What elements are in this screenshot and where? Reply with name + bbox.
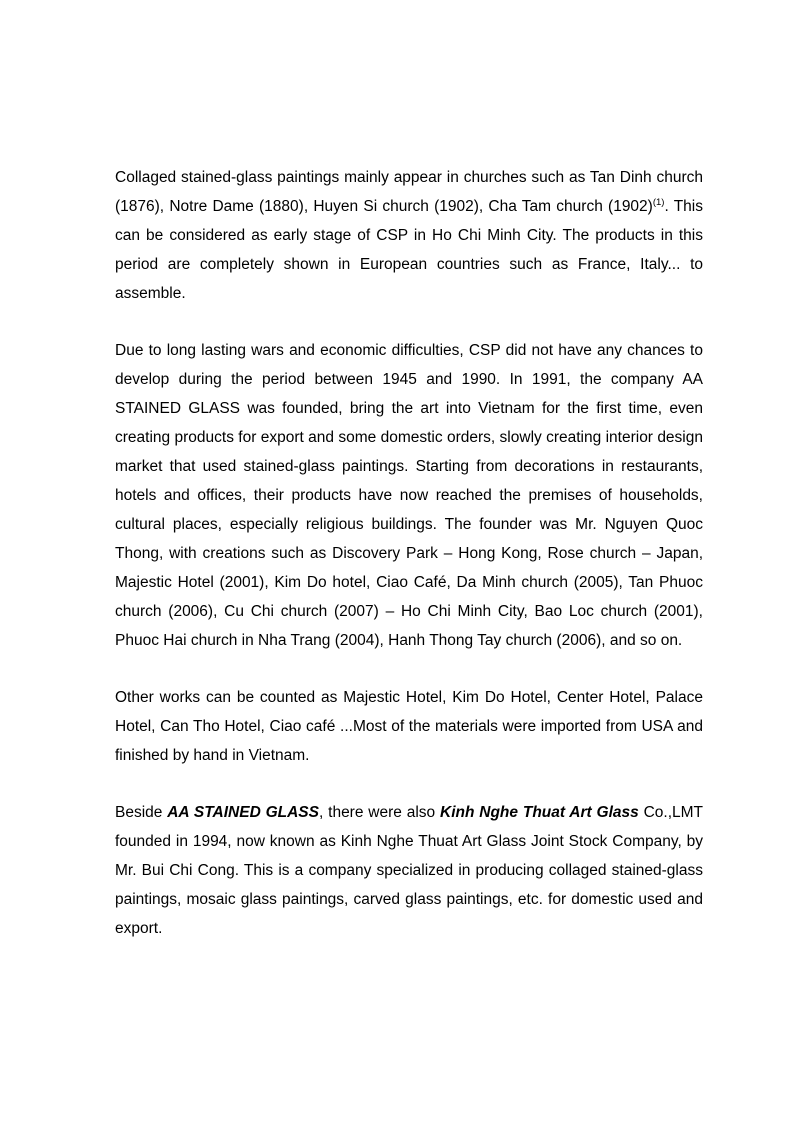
paragraph-history-aa-stained-glass [115,336,703,655]
paragraph-text: Beside [115,804,168,821]
paragraph-other-works [115,683,703,770]
footnote-marker: (1) [652,196,665,208]
paragraph-text: Other works can be counted as Majestic Hotel, Kim Do Hotel, Center Hotel, Palace Hotel, Can Tho Hotel, Ciao café ...Most of the materials were imported from USA and finished by hand in Vietnam. [115,689,703,764]
paragraph-text: . This can be considered as early stage of CSP in Ho Chi Minh City. The products in this period are completely shown in European countries such as France, Italy... to assemble. [115,198,703,302]
paragraph-kinh-nghe-thuat [115,798,703,943]
paragraph-text: , there were also [319,804,440,821]
paragraph-text: Due to long lasting wars and economic difficulties, CSP did not have any chances to develop during the period between 1945 and 1990. In 1991, the company AA STAINED GLASS was founded, bring the art into Vietnam for the first time, even creating products for export and some domestic orders, slowly creating interior design market that used stained-glass paintings. Starting from decorations in restaurants, hotels and offices, their products have now reached the premises of households, cultural places, especially religious buildings. The founder was Mr. Nguyen Quoc Thong, with creations such as Discovery Park – Hong Kong, Rose church – Japan, Majestic Hotel (2001), Kim Do hotel, Ciao Café, Da Minh church (2005), Tan Phuoc church (2006), Cu Chi church (2007) – Ho Chi Minh City, Bao Loc church (2001), Phuoc Hai church in Nha Trang (2004), Hanh Thong Tay church (2006), and so on. [115,342,703,649]
company-name-emphasis: AA STAINED GLASS [167,804,319,821]
paragraph-text: Collaged stained-glass paintings mainly appear in churches such as Tan Dinh church (1876), Notre Dame (1880), Huyen Si church (1902), Cha Tam church (1902) [115,169,703,215]
paragraph-text: Co.,LMT founded in 1994, now known as Kinh Nghe Thuat Art Glass Joint Stock Company, by Mr. Bui Chi Cong. This is a company specialized in producing collaged stained-glass paintings, mosaic glass paintings, carved glass paintings, etc. for domestic used and export. [115,804,704,937]
company-name-emphasis: Kinh Nghe Thuat Art Glass [440,804,639,821]
paragraph-early-stage [115,163,703,308]
